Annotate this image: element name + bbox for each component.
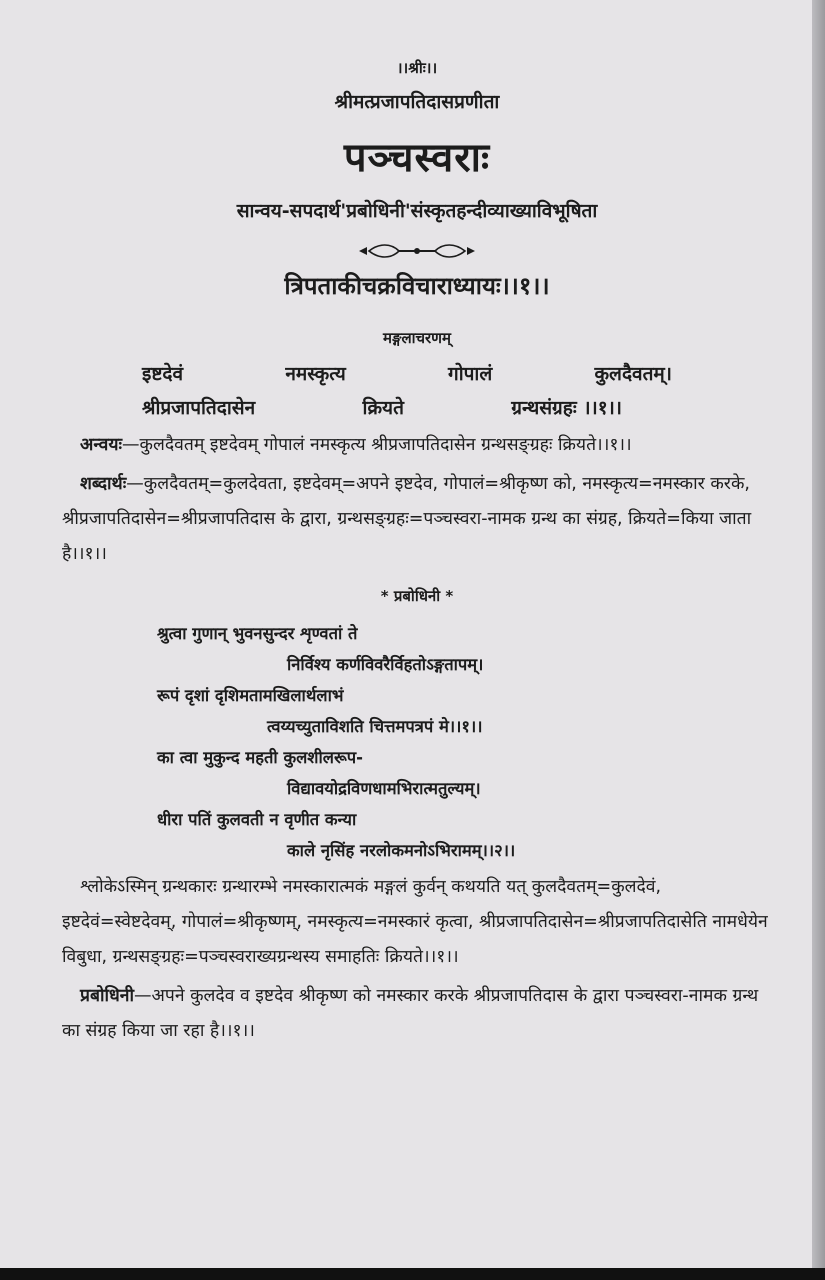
verse-word: क्रियते: [362, 397, 404, 419]
verse-word: ग्रन्थसंग्रहः ।।१।।: [511, 397, 622, 419]
sloka-line: त्वय्यच्युताविशति चित्तमपत्रपं मे।।१।।: [267, 717, 483, 736]
sloka-line: का त्वा मुकुन्द महती कुलशीलरूप-: [157, 748, 364, 767]
prabodhini-text: —अपने कुलदेव व इष्टदेव श्रीकृष्ण को नमस्कार करके श्रीप्रजापतिदास के द्वारा पञ्चस्वरा-नामक ग्रन्थ का संग्रह किया जा रहा है।।१।।: [62, 986, 759, 1041]
sloka-line: निर्विश्य कर्णविवरैर्विहतोऽङ्गतापम्।: [287, 655, 484, 674]
prabodhini-paragraph: [62, 979, 772, 1049]
verse-word: गोपालं: [448, 363, 493, 385]
verse-word: इष्टदेवं: [142, 363, 184, 385]
anvaya-paragraph: [62, 428, 772, 463]
verse-word: कुलदैवतम्।: [594, 363, 672, 385]
anvaya-label: अन्वयः: [80, 435, 123, 455]
verse-word: श्रीप्रजापतिदासेन: [142, 397, 256, 419]
shabdartha-text: —कुलदैवतम्=कुलदेवता, इष्टदेवम्=अपने इष्टदेव, गोपालं=श्रीकृष्ण को, नमस्कृत्य=नमस्कार करके, श्रीप्रजापतिदासेन=श्रीप्रजापतिदास के द्वारा, ग्रन्थसङ्ग्रहः=पञ्चस्वरा-नामक ग्रन्थ का संग्रह, क्रियते=किया जाता है।।१।।: [62, 474, 752, 564]
page-bottom-shadow: [0, 1268, 825, 1280]
prabodhini-heading: * प्रबोधिनी *: [380, 587, 454, 605]
quoted-slokas: [62, 618, 772, 866]
mangalacharan-heading: मङ्गलाचरणम्: [383, 329, 451, 347]
author-line: श्रीमत्प्रजापतिदासप्रणीता: [334, 91, 500, 113]
verse-word: नमस्कृत्य: [285, 363, 346, 385]
ornament-divider: [62, 243, 772, 259]
book-subtitle: सान्वय-सपदार्थ'प्रबोधिनी'संस्कृतहन्दीव्याख्याविभूषिता: [236, 200, 598, 222]
anvaya-text: —कुलदैवतम् इष्टदेवम् गोपालं नमस्कृत्य श्रीप्रजापतिदासेन ग्रन्थसङ्ग्रहः क्रियते।।१।।: [122, 435, 632, 455]
invocation: ।।श्रीः।।: [396, 59, 438, 77]
sanskrit-commentary: श्लोकेऽस्मिन् ग्रन्थकारः ग्रन्थारम्भे नमस्कारात्मकं मङ्गलं कुर्वन् कथयति यत् कुलदैवतम्=कुलदेवं, इष्टदेवं=स्वेष्टदेवम्, गोपालं=श्रीकृष्णम्, नमस्कृत्य=नमस्कारं कृत्वा, श्रीप्रजापतिदासेन=श्रीप्रजापतिदासेति नामधेयेन विबुधा, ग्रन्थसङ्ग्रहः=पञ्चस्वराख्यग्रन्थस्य समाहतिः क्रियते।।१।।: [62, 877, 768, 967]
chapter-heading: त्रिपताकीचक्रविचाराध्यायः।।१।।: [284, 272, 550, 300]
sloka-line: काले नृसिंह नरलोकमनोऽभिरामम्।।२।।: [287, 841, 516, 860]
mangal-verse-line-2: [62, 394, 772, 420]
shabdartha-paragraph: [62, 467, 772, 572]
book-title: पञ्चस्वराः: [343, 135, 491, 181]
sloka-line: विद्यावयोद्रविणधामभिरात्मतुल्यम्।: [287, 779, 481, 798]
page-edge: [812, 0, 825, 1280]
sloka-line: रूपं दृशां दृशिमतामखिलार्थलाभं: [157, 686, 344, 705]
prabodhini-label: प्रबोधिनी: [80, 986, 135, 1006]
sloka-line: श्रुत्वा गुणान् भुवनसुन्दर शृण्वतां ते: [157, 624, 358, 643]
shabdartha-label: शब्दार्थः: [80, 474, 127, 494]
sloka-line: धीरा पतिं कुलवती न वृणीत कन्या: [157, 810, 357, 829]
mangal-verse-line-1: [62, 360, 772, 386]
